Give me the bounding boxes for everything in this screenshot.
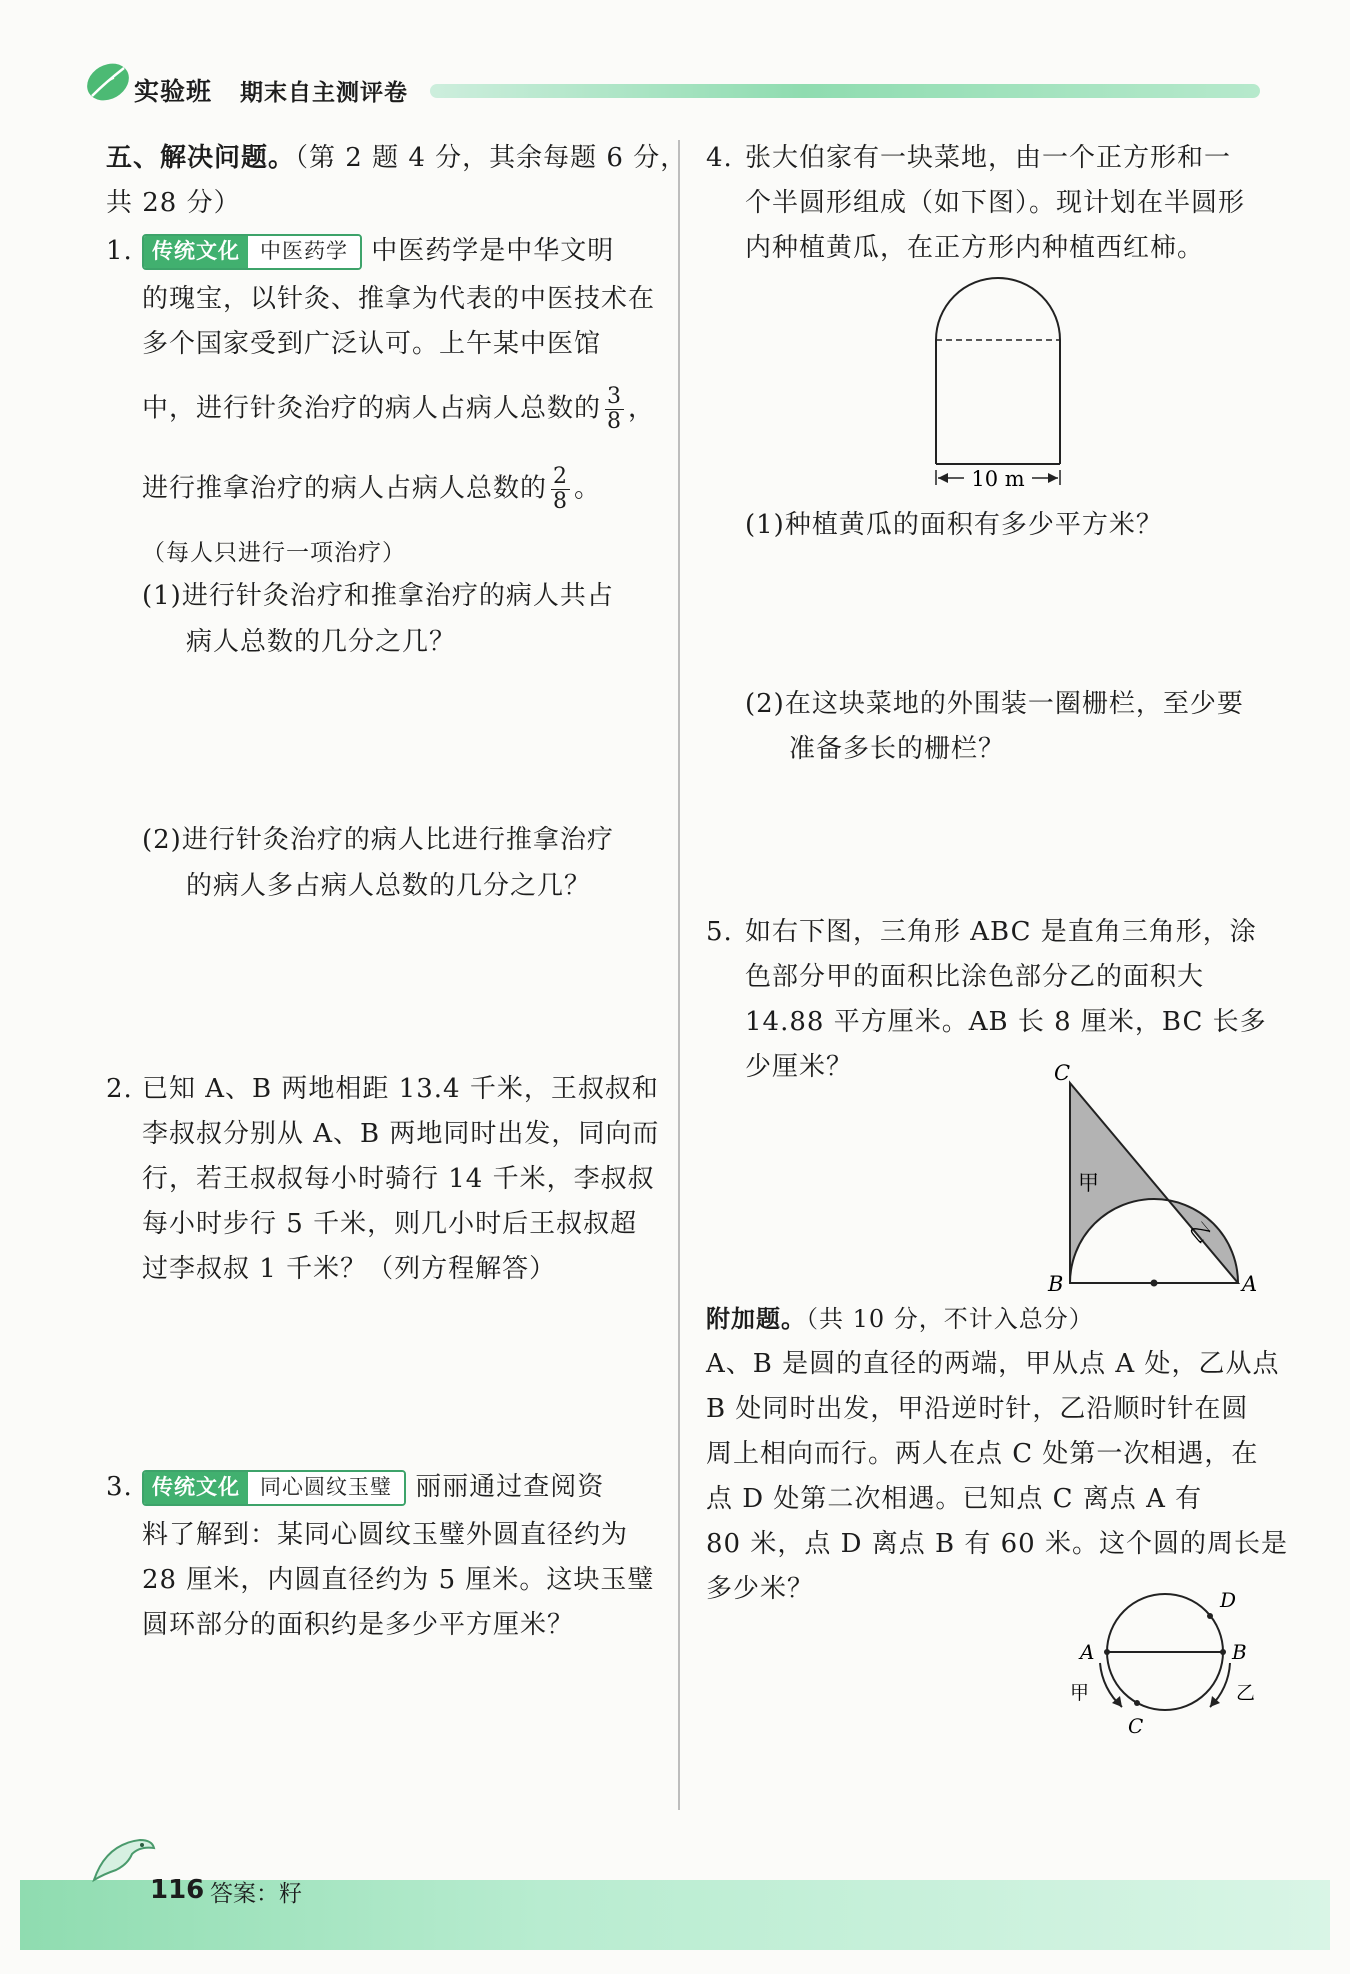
q1-tag-sub: 中医药学 (248, 236, 360, 268)
page-number: 116 (150, 1875, 205, 1905)
point-d (1207, 1613, 1213, 1619)
q1-text-line2: 的瑰宝，以针灸、推拿为代表的中医技术在 (142, 284, 656, 314)
q4-number: 4. (706, 143, 733, 173)
q1-text-line4 (142, 385, 655, 434)
fraction-2-8 (551, 465, 570, 514)
bonus-line2: B 处同时出发，甲沿逆时针，乙沿顺时针在圆 (706, 1394, 1249, 1424)
q1-line5-punct: 。 (574, 473, 602, 504)
q4-part2-line1: (2)在这块菜地的外围装一圈栅栏，至少要 (745, 689, 1244, 719)
q5-line3: 14.88 平方厘米。AB 长 8 厘米，BC 长多 (745, 1007, 1267, 1037)
q5-number: 5. (706, 917, 733, 947)
q3-line2: 料了解到：某同心圆纹玉璧外圆直径约为 (142, 1520, 629, 1550)
label-jia: 甲 (1070, 1682, 1090, 1704)
q5-line4: 少厘米？ (745, 1052, 854, 1082)
garden-figure (920, 275, 1080, 500)
label-c: C (1054, 1061, 1071, 1085)
dolphin-icon (88, 1830, 158, 1890)
q1-part1-line2: 病人总数的几分之几？ (186, 627, 457, 657)
center-point (1151, 1280, 1158, 1287)
q2-line1: 已知 A、B 两地相距 13.4 千米，王叔叔和 (142, 1074, 659, 1104)
q1-tag (142, 234, 362, 270)
fraction-3-8 (605, 385, 624, 434)
q2-line5: 过李叔叔 1 千米？（列方程解答） (142, 1254, 557, 1284)
bonus-score: （共 10 分，不计入总分） (806, 1305, 1094, 1333)
section-score-cont: 共 28 分） (106, 188, 241, 218)
q1-line4-punct: ， (628, 393, 656, 424)
column-divider (678, 140, 680, 1810)
header-band (430, 84, 1260, 98)
dimension-label: 10 m (971, 467, 1025, 491)
frac-denominator: 8 (607, 409, 623, 434)
dim-arrow-right-icon (1048, 473, 1058, 483)
bonus-line5: 80 米，点 D 离点 B 有 60 米。这个圆的周长是 (706, 1529, 1288, 1559)
q1-tag-main: 传统文化 (144, 236, 248, 268)
q5-line2: 色部分甲的面积比涂色部分乙的面积大 (745, 962, 1205, 992)
label-d: D (1220, 1588, 1237, 1612)
q1-text-line5 (142, 465, 601, 514)
section-title: 五、解决问题。 (106, 143, 296, 173)
bonus-line4: 点 D 处第二次相遇。已知点 C 离点 A 有 (706, 1484, 1203, 1514)
q3-text-line1: 丽丽通过查阅资 (415, 1472, 605, 1502)
label-yi: 乙 (1236, 1682, 1256, 1704)
section-heading (106, 136, 687, 181)
bonus-line3: 周上相向而行。两人在点 C 处第一次相遇，在 (706, 1439, 1259, 1469)
point-c (1134, 1700, 1140, 1706)
bonus-title: 附加题。 (706, 1305, 806, 1333)
q1-text-line1: 中医药学是中华文明 (371, 236, 615, 266)
bonus-heading (706, 1297, 1094, 1342)
q3-number: 3. (106, 1472, 133, 1502)
frac-denominator: 8 (553, 489, 569, 514)
semicircle-arc (936, 278, 1060, 340)
q4-line2: 个半圆形组成（如下图）。现计划在半圆形 (745, 188, 1246, 218)
q3-line4: 圆环部分的面积约是多少平方厘米？ (142, 1610, 575, 1640)
q3-tag-main: 传统文化 (144, 1472, 248, 1504)
label-b: B (1232, 1640, 1247, 1664)
label-c: C (1128, 1714, 1144, 1738)
circle-figure (1060, 1575, 1270, 1750)
q1-text-line3: 多个国家受到广泛认可。上午某中医馆 (142, 329, 602, 359)
footer-answer: 答案：籽 (210, 1881, 302, 1907)
q3-line1 (142, 1465, 604, 1510)
q2-line3: 行，若王叔叔每小时骑行 14 千米，李叔叔 (142, 1164, 655, 1194)
header-subtitle: 期末自主测评卷 (240, 80, 408, 106)
q4-line3: 内种植黄瓜，在正方形内种植西红柿。 (745, 233, 1205, 263)
frac-numerator: 3 (607, 384, 623, 409)
point-a (1104, 1649, 1110, 1655)
q1-line1 (142, 229, 614, 274)
q4-part1: (1)种植黄瓜的面积有多少平方米？ (745, 510, 1163, 540)
bonus-line6: 多少米？ (706, 1574, 815, 1604)
q4-part2-line2: 准备多长的栅栏？ (789, 734, 1006, 764)
brand-title: 实验班 (134, 77, 213, 106)
label-a: A (1242, 1272, 1258, 1296)
q3-tag (142, 1470, 406, 1506)
q1-part2-line1: (2)进行针灸治疗的病人比进行推拿治疗 (142, 825, 614, 855)
label-yi: 乙 (1184, 1216, 1217, 1248)
bonus-line1: A、B 是圆的直径的两端，甲从点 A 处，乙从点 (706, 1349, 1280, 1379)
dim-arrow-left-icon (938, 473, 948, 483)
triangle-figure (1040, 1058, 1270, 1298)
label-a: A (1080, 1640, 1095, 1664)
q1-note: （每人只进行一项治疗） (142, 540, 406, 566)
q1-number: 1. (106, 236, 133, 266)
q5-line1: 如右下图，三角形 ABC 是直角三角形，涂 (745, 917, 1257, 947)
q1-part1-line1: (1)进行针灸治疗和推拿治疗的病人共占 (142, 581, 614, 611)
frac-numerator: 2 (553, 464, 569, 489)
q4-line1: 张大伯家有一块菜地，由一个正方形和一 (745, 143, 1232, 173)
label-b: B (1048, 1272, 1064, 1296)
q2-line4: 每小时步行 5 千米，则几小时后王叔叔超 (142, 1209, 638, 1239)
q1-line5-text: 进行推拿治疗的病人占病人总数的 (142, 473, 548, 504)
q3-line3: 28 厘米，内圆直径约为 5 厘米。这块玉璧 (142, 1565, 655, 1595)
leaf-logo-icon (84, 60, 132, 104)
point-b (1220, 1649, 1226, 1655)
q2-line2: 李叔叔分别从 A、B 两地同时出发，同向而 (142, 1119, 660, 1149)
q1-line4-text: 中，进行针灸治疗的病人占病人总数的 (142, 393, 602, 424)
q3-tag-sub: 同心圆纹玉璧 (248, 1472, 404, 1504)
q1-part2-line2: 的病人多占病人总数的几分之几？ (186, 871, 592, 901)
q2-number: 2. (106, 1074, 133, 1104)
section-score: （第 2 题 4 分，其余每题 6 分， (295, 143, 688, 173)
label-jia: 甲 (1078, 1171, 1099, 1195)
